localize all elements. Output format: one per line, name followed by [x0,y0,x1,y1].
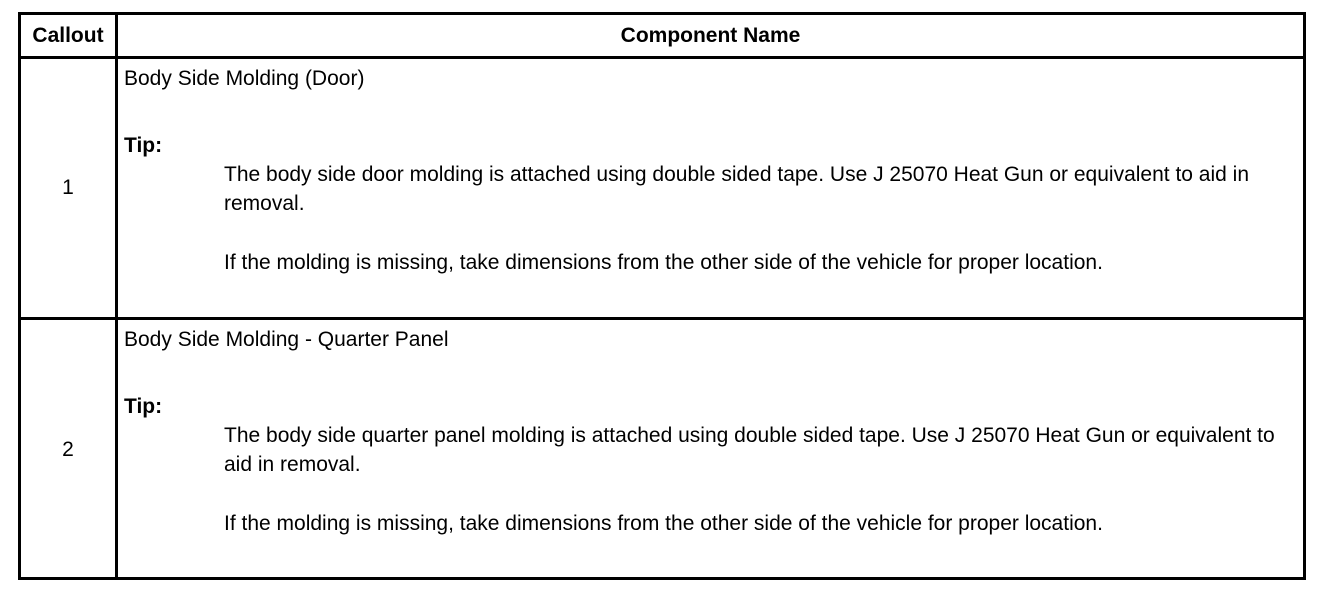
table-header-row [21,15,1303,59]
tip-label: Tip: [124,134,163,157]
component-title: Body Side Molding - Quarter Panel [124,328,449,351]
tip-text-secondary: If the molding is missing, take dimensions from the other side of the vehicle for proper location. [224,251,1103,274]
callout-number: 1 [21,59,118,317]
callout-column-header: Callout [21,15,118,56]
tip-text: The body side door molding is attached using double sided tape. Use J 25070 Heat Gun or equivalent to aid in removal. [224,163,1250,215]
callout-number: 2 [21,320,118,580]
tip-label: Tip: [124,395,163,418]
component-title: Body Side Molding (Door) [124,67,365,90]
component-cell [118,59,1303,317]
tip-text: The body side quarter panel molding is attached using double sided tape. Use J 25070 Heat Gun or equivalent to aid in removal. [224,424,1275,476]
component-name-column-header: Component Name [620,23,801,47]
table-row [21,59,1303,320]
component-table [18,12,1306,580]
component-cell [118,320,1303,580]
tip-text-secondary: If the molding is missing, take dimensions from the other side of the vehicle for proper location. [224,512,1103,535]
table-row [21,320,1303,580]
